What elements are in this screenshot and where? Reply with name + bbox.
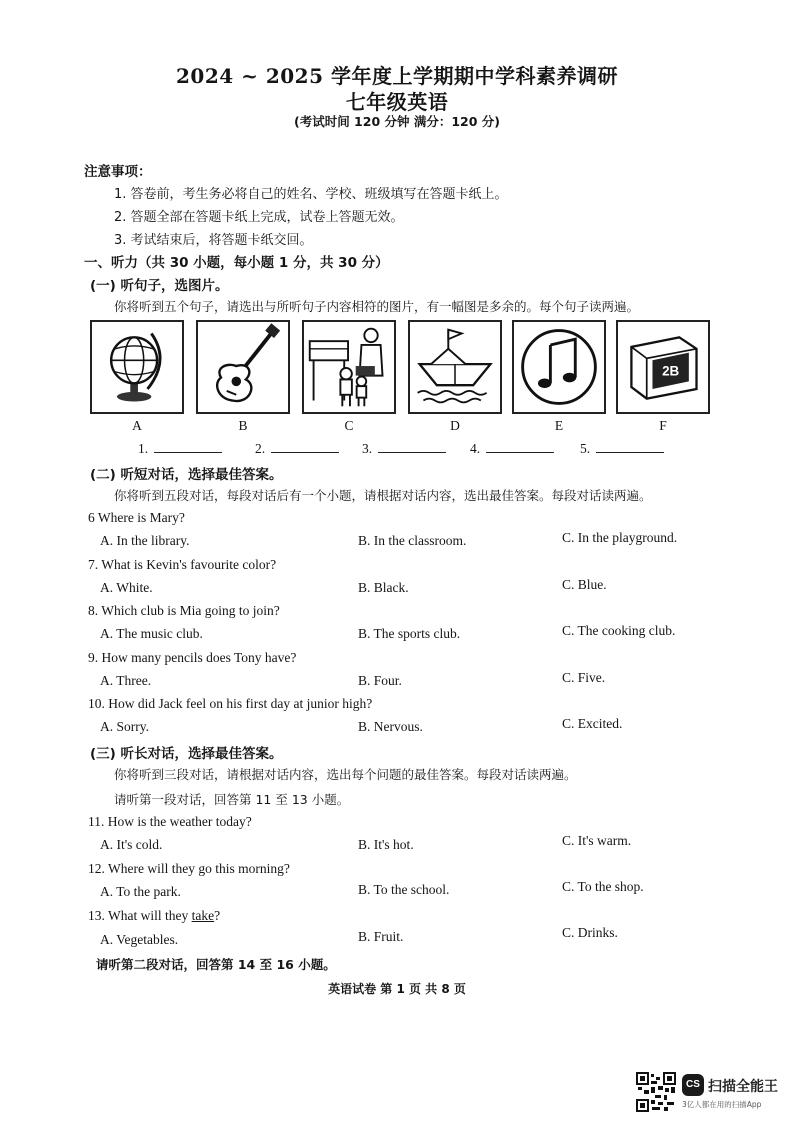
picture-b [196, 320, 290, 414]
blank-number: 1. [138, 441, 149, 456]
question-text: 13. What will they [88, 908, 192, 923]
music-note-icon [514, 322, 604, 412]
part3-subinstruction: 请听第一段对话，回答第 11 至 13 小题。 [114, 792, 350, 807]
question-10: 10. How did Jack feel on his first day at junior high? [88, 696, 373, 711]
question-7: 7. What is Kevin's favourite color? [88, 557, 277, 572]
blank-number: 2. [255, 441, 266, 456]
option-b[interactable]: B. To the school. [358, 882, 450, 897]
part3-instruction: 你将听到三段对话，请根据对话内容，选出每个问题的最佳答案。每段对话读两遍。 [114, 767, 577, 782]
part2-instruction: 你将听到五段对话，每段对话后有一个小题，请根据对话内容，选出最佳答案。每段对话读两遍。 [114, 488, 652, 503]
option-b[interactable]: B. Black. [358, 580, 409, 595]
notice-item: 1. 答卷前，考生务必将自己的姓名、学校、班级填写在答题卡纸上。 [114, 187, 508, 202]
answer-blank-5[interactable] [580, 440, 664, 457]
answer-blank-4[interactable] [470, 440, 554, 457]
question-11: 11. How is the weather today? [88, 814, 252, 829]
question-13 [88, 908, 220, 924]
picture-a [90, 320, 184, 414]
question-8: 8. Which club is Mia going to join? [88, 603, 280, 618]
qr-code [636, 1072, 676, 1112]
paper-boat-icon [410, 322, 500, 412]
picture-c [302, 320, 396, 414]
option-a[interactable]: A. Vegetables. [100, 932, 179, 947]
option-b[interactable]: B. It's hot. [358, 837, 414, 852]
globe-icon [92, 322, 182, 412]
option-c[interactable]: C. Five. [562, 670, 606, 685]
question-9: 9. How many pencils does Tony have? [88, 650, 297, 665]
picture-f [616, 320, 710, 414]
question-mark: ? [214, 908, 221, 923]
guitar-icon [198, 322, 288, 412]
option-c[interactable]: C. It's warm. [562, 833, 632, 848]
option-c[interactable]: C. In the playground. [562, 530, 678, 545]
exam-subtitle: 七年级英语 [345, 90, 449, 114]
camscanner-tagline: 3亿人都在用的扫描App [682, 1100, 762, 1109]
question-12: 12. Where will they go this morning? [88, 861, 290, 876]
option-a[interactable]: A. White. [100, 580, 153, 595]
eraser-icon [631, 337, 696, 398]
exam-title: 2024 ~ 2025 学年度上学期期中学科素养调研 [176, 64, 618, 88]
page-footer: 英语试卷 第 1 页 共 8 页 [328, 982, 466, 996]
answer-blank-1[interactable] [138, 440, 222, 457]
question-6: 6 Where is Mary? [88, 510, 185, 525]
eraser-label: 2B [662, 363, 680, 379]
notice-item: 2. 答题全部在答题卡纸上完成，试卷上答题无效。 [114, 210, 404, 225]
part1-instruction: 你将听到五个句子，请选出与所听句子内容相符的图片，有一幅图是多余的。每个句子读两遍。 [114, 299, 640, 314]
option-a[interactable]: A. It's cold. [100, 837, 163, 852]
picture-label: E [554, 418, 564, 433]
picture-e [512, 320, 606, 414]
part1-heading: (一) 听句子，选图片。 [90, 278, 229, 294]
picture-d [408, 320, 502, 414]
part2-heading: (二) 听短对话，选择最佳答案。 [90, 467, 283, 483]
exam-info: (考试时间 120 分钟 满分：120 分) [293, 114, 501, 129]
option-b[interactable]: B. Four. [358, 673, 402, 688]
option-c[interactable]: C. Blue. [562, 577, 607, 592]
notice-item: 3. 考试结束后，将答题卡纸交回。 [114, 233, 313, 248]
option-a[interactable]: A. Three. [100, 673, 152, 688]
answer-blank-3[interactable] [362, 440, 446, 457]
option-c[interactable]: C. The cooking club. [562, 623, 676, 638]
part3-heading: (三) 听长对话，选择最佳答案。 [90, 746, 283, 762]
option-b[interactable]: B. Nervous. [358, 719, 423, 734]
camscanner-brand: 扫描全能王 [708, 1079, 778, 1095]
option-b[interactable]: B. In the classroom. [358, 533, 467, 548]
option-a[interactable]: A. To the park. [100, 884, 181, 899]
option-b[interactable]: B. The sports club. [358, 626, 461, 641]
notice-heading: 注意事项： [84, 164, 152, 180]
section-listening-heading: 一、听力（共 30 小题，每小题 1 分，共 30 分） [84, 255, 389, 271]
underlined-word: take [191, 908, 215, 923]
picture-label: F [659, 418, 667, 433]
teacher-students-icon [304, 322, 394, 412]
option-a[interactable]: A. Sorry. [100, 719, 149, 734]
option-a[interactable]: A. In the library. [100, 533, 190, 548]
camscanner-badge: CS [682, 1074, 704, 1096]
picture-label: A [132, 418, 142, 433]
picture-label: C [344, 418, 354, 433]
option-a[interactable]: A. The music club. [100, 626, 203, 641]
option-c[interactable]: C. Excited. [562, 716, 623, 731]
option-c[interactable]: C. To the shop. [562, 879, 644, 894]
picture-label: D [450, 418, 460, 433]
part3-subinstruction-2: 请听第二段对话，回答第 14 至 16 小题。 [96, 957, 336, 972]
option-c[interactable]: C. Drinks. [562, 925, 618, 940]
picture-label: B [238, 418, 248, 433]
answer-blank-2[interactable] [255, 440, 339, 457]
option-b[interactable]: B. Fruit. [358, 929, 404, 944]
blank-number: 4. [470, 441, 481, 456]
blank-number: 3. [362, 441, 373, 456]
blank-number: 5. [580, 441, 591, 456]
